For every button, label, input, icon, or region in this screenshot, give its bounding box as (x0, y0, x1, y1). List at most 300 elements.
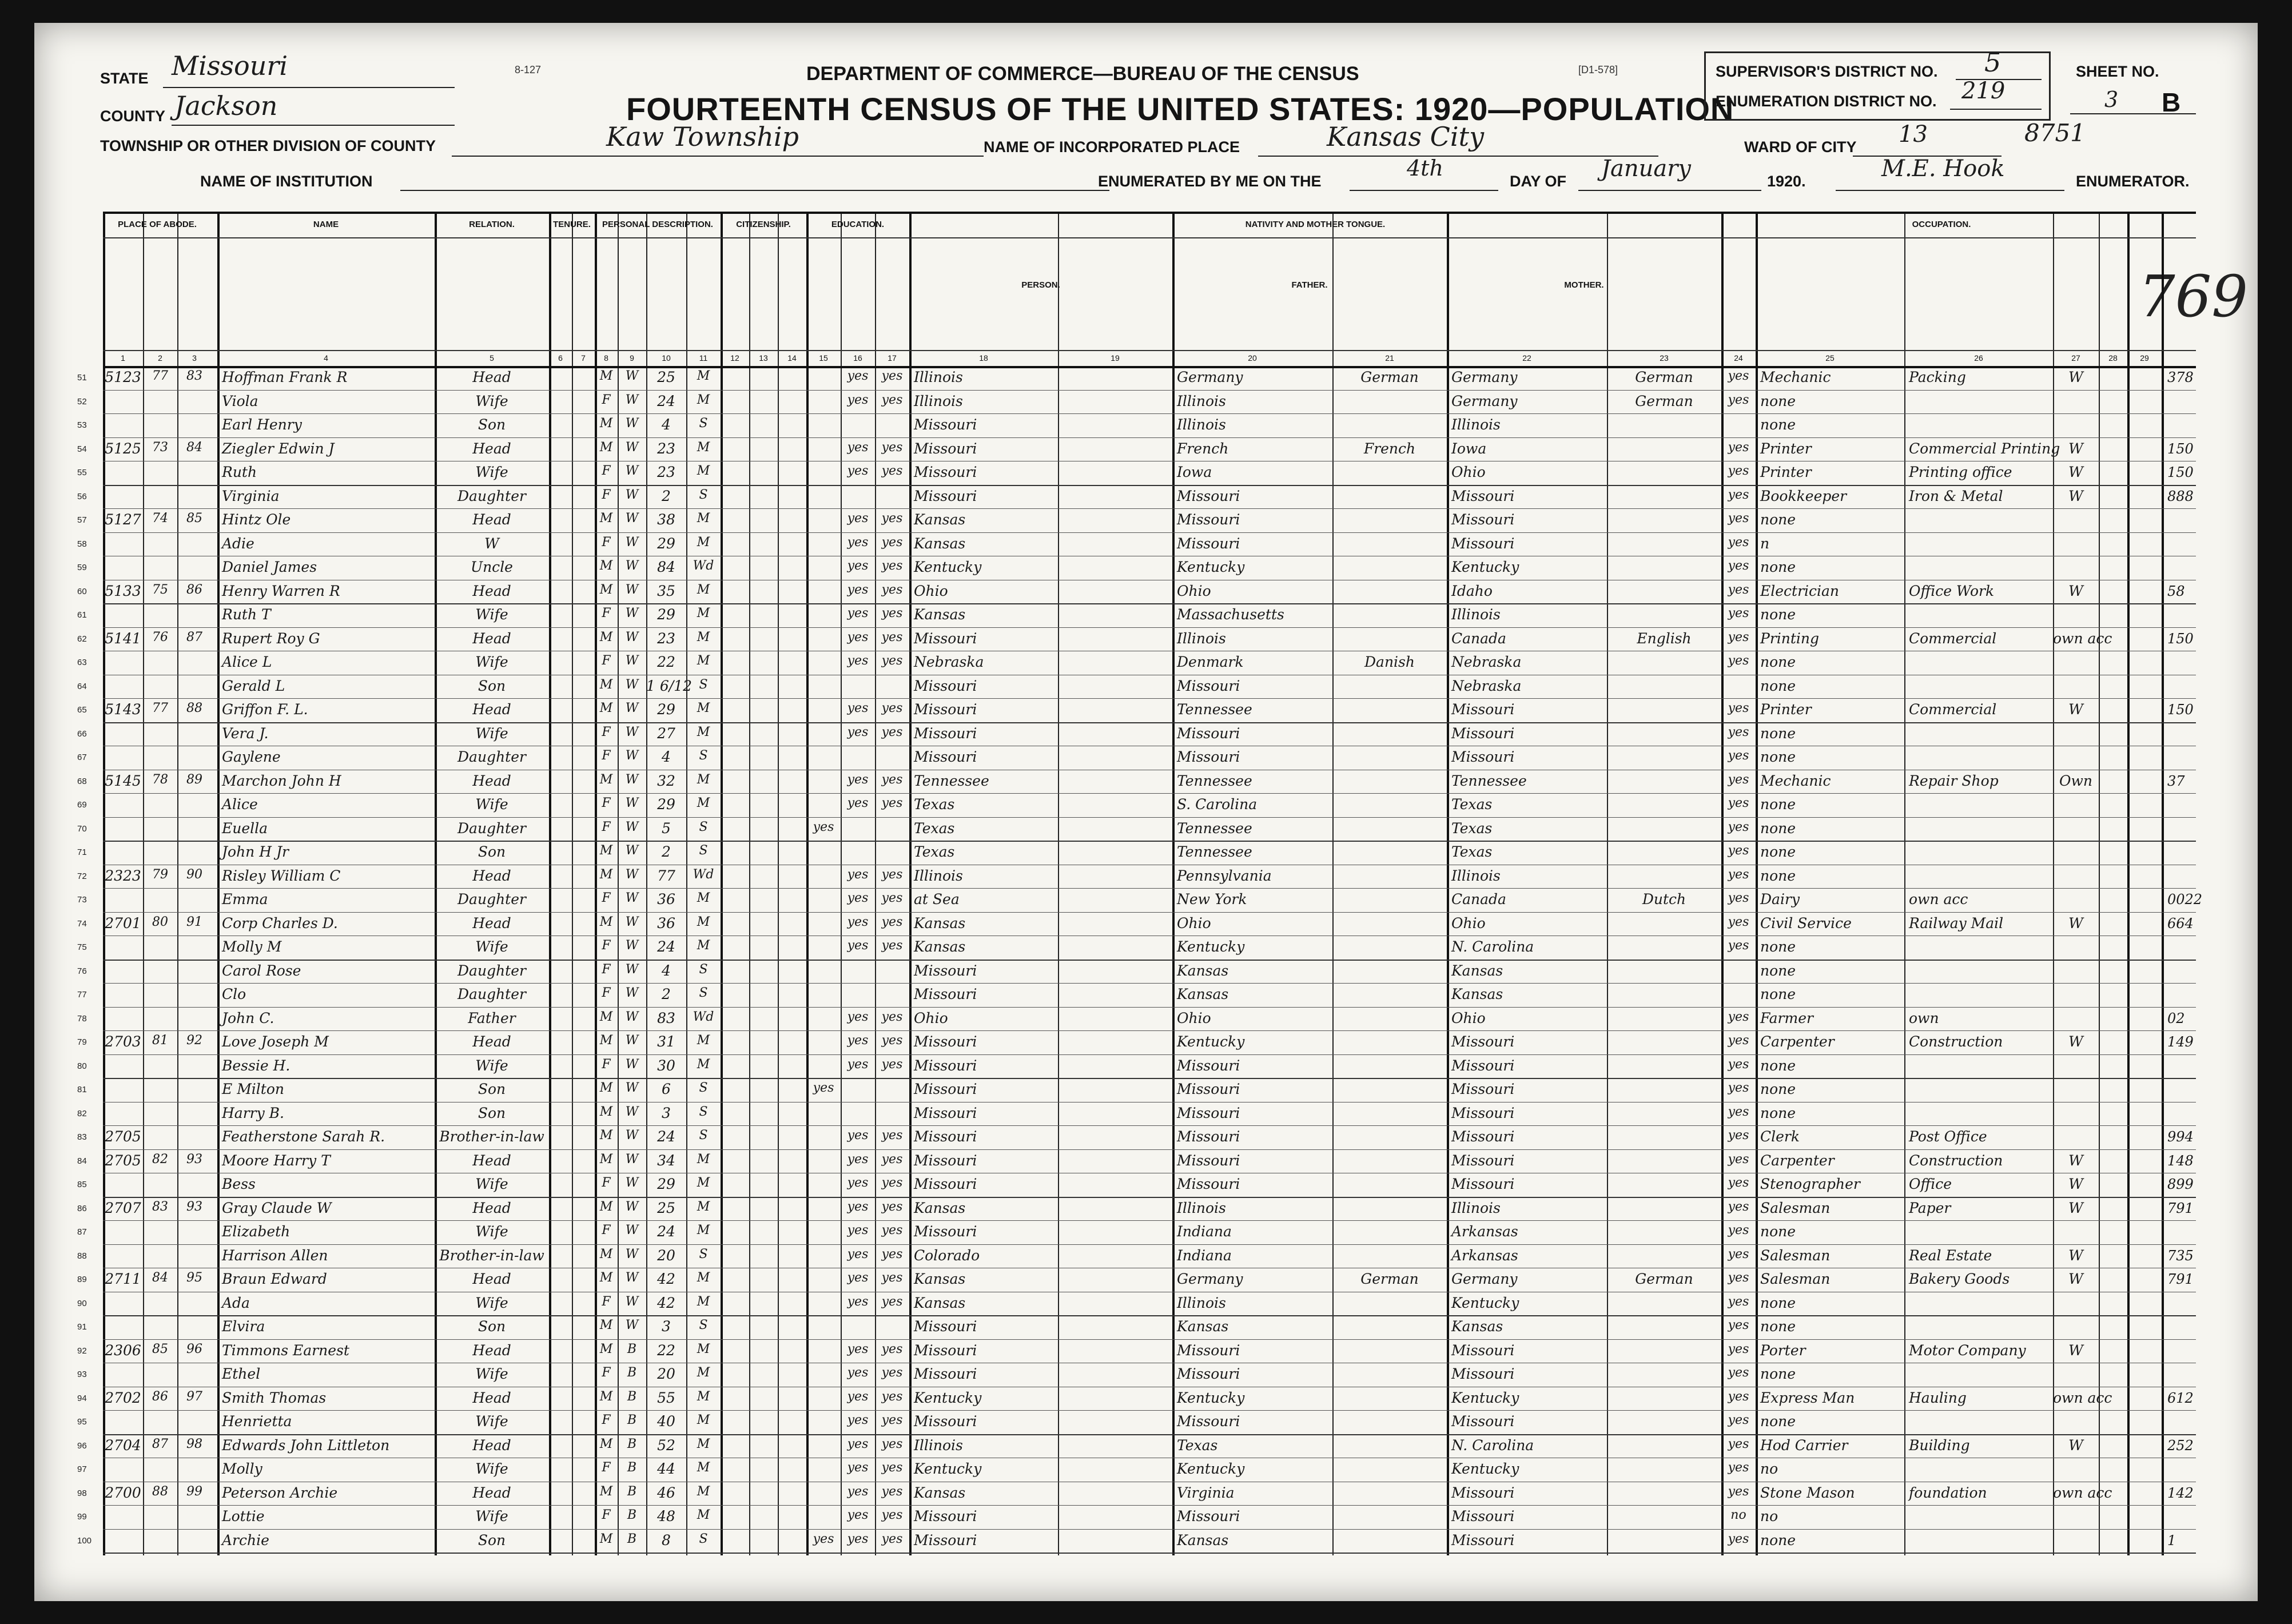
incorporated-place-value: Kansas City (1327, 121, 1485, 152)
cell-sex: M (599, 1436, 613, 1451)
cell-mtongue: German (1635, 369, 1693, 385)
cell-pob: Kentucky (914, 559, 982, 575)
cell-eng: yes (1728, 1294, 1749, 1309)
cell-trade: Porter (1760, 1342, 1806, 1359)
cell-school: yes (813, 819, 834, 834)
cell-write: yes (881, 1271, 903, 1285)
column-group-citizenship: CITIZENSHIP. (736, 220, 791, 229)
cell-eng: yes (1728, 582, 1749, 597)
cell-name: Risley William C (222, 867, 341, 884)
cell-age: 30 (657, 1057, 675, 1074)
cell-trade: none (1760, 819, 1796, 837)
cell-fpob: Missouri (1177, 1176, 1240, 1192)
cell-mpob: Texas (1451, 843, 1493, 860)
cell-race: W (625, 819, 639, 834)
cell-pob: Missouri (914, 1033, 977, 1050)
cell-trade: none (1760, 1294, 1796, 1311)
cell-name: Rupert Roy G (222, 630, 320, 647)
cell-age: 24 (657, 938, 675, 955)
cell-sex: F (602, 1176, 611, 1190)
cell-cls: W (2068, 1176, 2083, 1192)
table-row (77, 746, 2196, 770)
cell-sex: M (599, 677, 613, 692)
cell-sex: F (602, 535, 611, 550)
cell-age: 35 (657, 582, 675, 599)
column-number: 25 (1825, 353, 1835, 363)
cell-eng: yes (1728, 535, 1749, 550)
cell-mar: M (697, 1223, 710, 1237)
cell-name: Archie (222, 1531, 269, 1549)
cell-write: yes (881, 1413, 903, 1427)
cell-mar: M (697, 891, 710, 905)
cell-rel: Daughter (457, 962, 526, 979)
cell-race: W (625, 1009, 639, 1024)
cell-rel: Wife (475, 654, 508, 670)
cell-race: W (625, 1294, 639, 1309)
column-number: 5 (490, 353, 494, 363)
cell-cls: W (2068, 464, 2083, 480)
cell-mpob: Arkansas (1451, 1223, 1518, 1240)
cell-industry: Packing (1909, 369, 1966, 385)
cell-write: yes (881, 1342, 903, 1356)
cell-read: yes (847, 464, 869, 478)
margin-note: 148 (2167, 1152, 2194, 1169)
cell-name: Love Joseph M (222, 1033, 329, 1050)
cell-name: John H Jr (222, 843, 289, 860)
cell-industry: foundation (1909, 1484, 1987, 1501)
sheet-stamp: 769 (2139, 263, 2248, 330)
cell-mar: S (699, 962, 708, 977)
cell-fpob: Illinois (1177, 416, 1226, 433)
cell-cls: Own (2059, 772, 2092, 789)
cell-read: yes (847, 1460, 869, 1475)
line-number: 98 (77, 1488, 87, 1498)
cell-name: Featherstone Sarah R. (222, 1128, 385, 1145)
cell-fpob: Kentucky (1177, 1460, 1245, 1477)
cell-eng: yes (1728, 1081, 1749, 1095)
line-number: 65 (77, 705, 87, 715)
cell-sex: M (599, 1342, 613, 1356)
cell-sex: F (602, 487, 611, 502)
cell-mar: M (697, 1176, 710, 1190)
cell-read: yes (847, 392, 869, 407)
cell-industry: Office (1909, 1176, 1952, 1192)
cell-rel: Head (472, 369, 511, 385)
cell-mpob: Kentucky (1451, 1389, 1519, 1406)
table-row (77, 888, 2203, 912)
cell-rel: Uncle (471, 559, 513, 575)
cell-fpob: Illinois (1177, 392, 1226, 409)
cell-name: Clo (222, 986, 246, 1002)
line-number: 89 (77, 1275, 87, 1284)
cell-race: W (625, 1152, 639, 1167)
cell-mar: M (697, 1033, 710, 1048)
cell-fpob: Pennsylvania (1177, 867, 1272, 884)
cell-age: 4 (662, 416, 671, 433)
cell-mar: M (697, 796, 710, 810)
cell-name: Elizabeth (222, 1223, 291, 1240)
cell-trade: Stenographer (1760, 1176, 1860, 1192)
cell-dw: 79 (152, 867, 168, 882)
cell-write: yes (881, 1152, 903, 1167)
cell-trade: none (1760, 749, 1796, 765)
cell-rel: Wife (475, 464, 508, 480)
cell-mar: M (697, 1366, 710, 1380)
cell-sex: F (602, 749, 611, 763)
line-number: 97 (77, 1464, 87, 1474)
cell-trade: none (1760, 962, 1796, 979)
cell-sex: F (602, 392, 611, 407)
cell-write: yes (881, 1199, 903, 1214)
cell-pob: Missouri (914, 677, 977, 694)
cell-name: Virginia (222, 487, 280, 504)
cell-rel: Son (478, 1318, 506, 1335)
line-number: 91 (77, 1322, 87, 1332)
cell-rel: Head (472, 701, 511, 718)
census-table (77, 212, 2203, 1555)
header-rule (103, 350, 2196, 351)
cell-mar: M (697, 1413, 710, 1427)
cell-write: yes (881, 1057, 903, 1072)
header-rule (103, 237, 2196, 238)
cell-mar: S (699, 1247, 708, 1261)
cell-name: Molly M (222, 938, 282, 955)
cell-mtongue: English (1637, 630, 1692, 647)
cell-age: 4 (662, 962, 671, 979)
cell-pob: Kansas (914, 535, 966, 552)
cell-mar: Wd (693, 559, 714, 573)
cell-sex: F (602, 962, 611, 977)
cell-read: yes (847, 938, 869, 953)
cell-name: Alice L (222, 654, 272, 670)
cell-rel: Son (478, 1104, 506, 1121)
cell-race: W (625, 701, 639, 715)
cell-name: Ruth (222, 464, 257, 480)
cell-name: Henrietta (222, 1413, 292, 1430)
cell-dw: 76 (152, 630, 168, 644)
cell-trade: none (1760, 1531, 1796, 1549)
cell-rel: Brother-in-law (439, 1128, 544, 1145)
table-row (77, 556, 2196, 580)
cell-industry: Railway Mail (1909, 914, 2004, 932)
cell-dw: 73 (152, 440, 168, 455)
cell-name: Peterson Archie (222, 1484, 338, 1501)
table-row (77, 461, 2196, 485)
cell-fpob: Missouri (1177, 677, 1240, 694)
cell-race: W (625, 511, 639, 526)
cell-age: 5 (662, 819, 671, 837)
cell-fpob: Virginia (1177, 1484, 1235, 1501)
cell-fam: 93 (186, 1199, 202, 1214)
cell-mpob: Kansas (1451, 986, 1503, 1002)
cell-cls: W (2068, 1152, 2083, 1169)
cell-race: W (625, 986, 639, 1000)
cell-race: B (627, 1508, 637, 1522)
cell-mpob: Kentucky (1451, 559, 1519, 575)
table-row (77, 1125, 2196, 1149)
table-row (77, 508, 2196, 532)
cell-trade: Mechanic (1760, 369, 1831, 385)
cell-rel: Head (472, 511, 511, 528)
cell-write: yes (881, 1366, 903, 1380)
cell-race: W (625, 1271, 639, 1285)
cell-mar: M (697, 582, 710, 597)
state-value: Missouri (172, 50, 288, 81)
cell-read: yes (847, 1531, 869, 1546)
line-number: 66 (77, 729, 87, 739)
cell-mar: S (699, 1128, 708, 1143)
cell-mar: M (697, 1152, 710, 1167)
cell-race: W (625, 606, 639, 620)
cell-mpob: Illinois (1451, 416, 1501, 433)
cell-ftongue: German (1360, 369, 1419, 385)
cell-mar: S (699, 416, 708, 431)
cell-sex: F (602, 654, 611, 668)
cell-name: Harry B. (222, 1104, 284, 1121)
table-row (77, 1030, 2196, 1054)
column-number: 21 (1385, 353, 1394, 363)
cell-sex: F (602, 606, 611, 620)
cell-trade: none (1760, 511, 1796, 528)
cell-mar: S (699, 677, 708, 692)
table-row (77, 817, 2196, 841)
cell-race: W (625, 416, 639, 431)
cell-rel: Daughter (457, 819, 526, 837)
column-group-education: EDUCATION. (831, 220, 885, 229)
cell-mar: M (697, 440, 710, 455)
cell-sex: M (599, 1199, 613, 1214)
cell-mar: M (697, 1389, 710, 1404)
cell-industry: own acc (1909, 891, 1968, 907)
cell-ftongue: Danish (1364, 654, 1415, 670)
cell-write: yes (881, 1128, 903, 1143)
cell-race: W (625, 677, 639, 692)
cell-read: yes (847, 1152, 869, 1167)
supervisor-district-label: SUPERVISOR'S DISTRICT NO. (1716, 63, 1938, 80)
cell-read: yes (847, 1294, 869, 1309)
cell-age: 1 6/12 (646, 677, 692, 694)
cell-mar: S (699, 487, 708, 502)
cell-name: Bess (222, 1176, 256, 1192)
cell-industry: Bakery Goods (1909, 1271, 2010, 1287)
cell-write: yes (881, 725, 903, 739)
cell-rel: Son (478, 416, 506, 433)
cell-mar: M (697, 392, 710, 407)
cell-mpob: Missouri (1451, 701, 1515, 718)
cell-mpob: Missouri (1451, 511, 1515, 528)
cell-write: yes (881, 464, 903, 478)
cell-eng: yes (1728, 701, 1749, 715)
cell-cls: W (2068, 440, 2083, 457)
cell-trade: none (1760, 1366, 1796, 1382)
cell-trade: Stone Mason (1760, 1484, 1855, 1501)
cell-race: W (625, 369, 639, 383)
cell-rel: Wife (475, 606, 508, 623)
cell-eng: yes (1728, 1531, 1749, 1546)
column-number: 13 (759, 353, 768, 363)
cell-read: yes (847, 606, 869, 620)
table-row (77, 1292, 2196, 1316)
line-number: 57 (77, 515, 87, 525)
sheet-label: SHEET NO. (2076, 63, 2159, 80)
cell-pob: Missouri (914, 701, 977, 718)
line-number: 90 (77, 1298, 87, 1308)
cell-race: W (625, 559, 639, 573)
cell-read: yes (847, 1508, 869, 1522)
state-label: STATE (100, 70, 149, 87)
cell-write: yes (881, 630, 903, 644)
cell-age: 31 (657, 1033, 675, 1050)
cell-age: 77 (657, 867, 675, 884)
line-number: 67 (77, 753, 87, 762)
cell-pob: Kansas (914, 914, 966, 932)
cell-rel: Wife (475, 1460, 508, 1477)
cell-read: yes (847, 1033, 869, 1048)
cell-name: Corp Charles D. (222, 914, 338, 932)
cell-age: 24 (657, 392, 675, 409)
cell-fpob: Missouri (1177, 1366, 1240, 1382)
cell-industry: Repair Shop (1909, 772, 1999, 789)
cell-dw: 84 (152, 1271, 168, 1285)
cell-sex: M (599, 1009, 613, 1024)
cell-trade: Dairy (1760, 891, 1800, 907)
cell-pob: Texas (914, 796, 955, 813)
table-row (77, 1078, 2196, 1102)
line-number: 77 (77, 990, 87, 1000)
cell-dw: 85 (152, 1342, 168, 1356)
cell-sex: F (602, 1223, 611, 1237)
margin-note: 791 (2167, 1200, 2194, 1216)
cell-fam: 89 (186, 772, 202, 787)
line-number: 83 (77, 1132, 87, 1142)
cell-name: Gaylene (222, 749, 281, 765)
line-number: 80 (77, 1061, 87, 1071)
cell-race: B (627, 1460, 637, 1475)
cell-write: yes (881, 1009, 903, 1024)
cell-race: W (625, 535, 639, 550)
column-number: 22 (1522, 353, 1531, 363)
table-row (77, 1458, 2196, 1482)
cell-mpob: Illinois (1451, 606, 1501, 623)
cell-fpob: Missouri (1177, 749, 1240, 765)
cell-fpob: Indiana (1177, 1223, 1232, 1240)
column-group-place-of-abode: PLACE OF ABODE. (118, 220, 197, 229)
line-number: 81 (77, 1085, 87, 1094)
margin-note: 150 (2167, 630, 2194, 647)
cell-age: 29 (657, 796, 675, 813)
cell-rel: Wife (475, 1413, 508, 1430)
cell-ftongue: German (1360, 1271, 1419, 1287)
cell-fpob: Missouri (1177, 1413, 1240, 1430)
cell-school: yes (813, 1531, 834, 1546)
table-row (77, 912, 2196, 936)
cell-fpob: New York (1177, 891, 1247, 907)
cell-dw: 80 (152, 914, 168, 929)
cell-pob: Illinois (914, 1436, 963, 1454)
cell-age: 34 (657, 1152, 675, 1169)
cell-race: W (625, 440, 639, 455)
cell-fpob: Kansas (1177, 1318, 1229, 1335)
line-number: 82 (77, 1108, 87, 1119)
cell-write: yes (881, 891, 903, 905)
cell-ftongue: French (1363, 440, 1416, 457)
cell-name: Lottie (222, 1508, 265, 1525)
cell-mar: M (697, 369, 710, 383)
margin-note: 252 (2167, 1437, 2194, 1454)
cell-sex: F (602, 1057, 611, 1072)
cell-sex: M (599, 1318, 613, 1332)
table-row (77, 1339, 2196, 1363)
cell-trade: Hod Carrier (1760, 1436, 1848, 1454)
line-number: 52 (77, 396, 87, 407)
cell-trade: none (1760, 986, 1796, 1002)
column-number: 6 (558, 353, 563, 363)
cell-age: 23 (657, 464, 675, 480)
enumerated-month: January (1601, 156, 1691, 182)
cell-race: W (625, 1176, 639, 1190)
cell-read: yes (847, 1199, 869, 1214)
cell-name: Harrison Allen (222, 1247, 328, 1264)
cell-eng: yes (1728, 1247, 1749, 1261)
cell-trade: none (1760, 654, 1796, 670)
cell-rel: Wife (475, 1176, 508, 1192)
cell-race: W (625, 1318, 639, 1332)
cell-age: 20 (657, 1247, 675, 1264)
cell-rel: Head (472, 582, 511, 599)
cell-sex: M (599, 559, 613, 573)
cell-eng: yes (1728, 654, 1749, 668)
cell-age: 38 (657, 511, 675, 528)
cell-street: 2700 (105, 1484, 141, 1501)
department-heading: DEPARTMENT OF COMMERCE—BUREAU OF THE CENSUS (806, 63, 1359, 85)
cell-mpob: Tennessee (1451, 772, 1527, 789)
cell-eng: yes (1728, 1318, 1749, 1332)
cell-sex: F (602, 986, 611, 1000)
cell-sex: M (599, 582, 613, 597)
cell-mpob: Arkansas (1451, 1247, 1518, 1264)
header-rule (103, 212, 2196, 214)
table-row (77, 413, 2196, 437)
table-row (77, 366, 2196, 390)
cell-name: Edwards John Littleton (222, 1436, 390, 1454)
cell-name: Molly (222, 1460, 262, 1477)
line-number: 73 (77, 895, 87, 905)
cell-age: 36 (657, 914, 675, 932)
cell-fpob: Iowa (1177, 464, 1212, 480)
cell-trade: none (1760, 1081, 1796, 1097)
cell-fpob: Tennessee (1177, 819, 1252, 837)
margin-note: 378 (2167, 369, 2194, 385)
cell-mpob: Ohio (1451, 464, 1486, 480)
cell-age: 84 (657, 559, 675, 575)
cell-pob: Missouri (914, 487, 977, 504)
cell-read: yes (847, 772, 869, 787)
cell-fam: 87 (186, 630, 202, 644)
cell-mpob: Missouri (1451, 1057, 1515, 1074)
cell-mtongue: German (1635, 392, 1693, 409)
cell-fpob: Tennessee (1177, 843, 1252, 860)
cell-dw: 75 (152, 582, 168, 597)
table-row (77, 1244, 2196, 1268)
cell-street: 5125 (105, 440, 141, 457)
cell-cls: W (2068, 369, 2083, 385)
cell-street: 2705 (105, 1128, 141, 1145)
cell-write: yes (881, 654, 903, 668)
cell-pob: Missouri (914, 1057, 977, 1074)
cell-fpob: Illinois (1177, 1294, 1226, 1311)
cell-age: 25 (657, 369, 675, 385)
cell-read: yes (847, 1247, 869, 1261)
